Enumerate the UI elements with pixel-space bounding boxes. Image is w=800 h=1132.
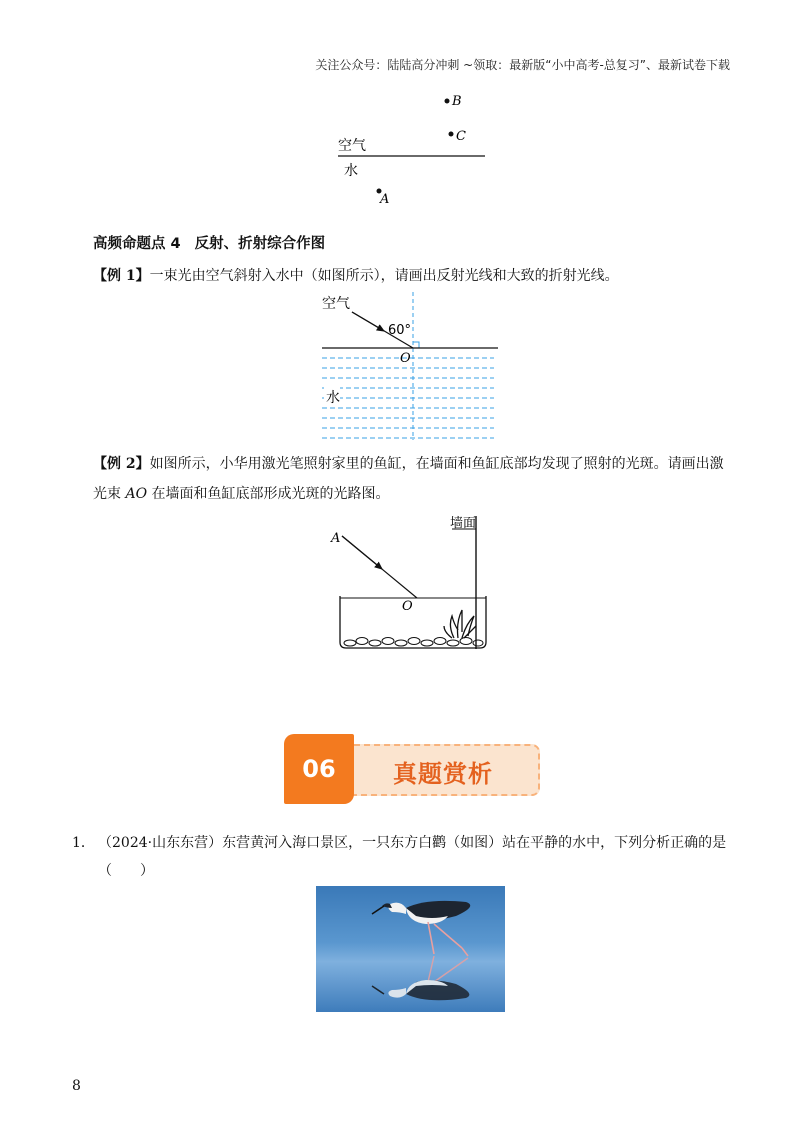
stork-photo	[316, 886, 505, 1012]
figure-example-2	[328, 512, 498, 654]
example-2-label: 【例 2】	[93, 456, 150, 472]
example-2-line-2	[93, 481, 733, 507]
figure-example-2-svg	[328, 512, 498, 654]
example-1-text	[93, 263, 619, 289]
air-label-ex1: 空气	[322, 296, 350, 312]
point-o-label: O	[400, 351, 411, 366]
laser-ray-arrow	[342, 536, 382, 569]
air-label: 空气	[338, 138, 366, 154]
section-title	[93, 232, 325, 253]
section-number: 高频命题点 4	[93, 236, 181, 252]
section-banner	[284, 734, 544, 804]
point-a-label: A	[380, 192, 390, 207]
water-label: 水	[344, 163, 358, 179]
answer-parentheses: （ ）	[98, 863, 154, 879]
figure-example-1-svg	[318, 290, 508, 445]
question-1	[72, 828, 726, 858]
example-2-body-2b: 在墙面和鱼缸底部形成光斑的光路图。	[147, 486, 390, 502]
point-o-label-ex2: O	[402, 599, 413, 614]
question-1-number: 1．	[72, 835, 95, 851]
banner-title-box	[346, 744, 540, 796]
wall-label: 墙面	[450, 516, 477, 531]
example-2-ray-name: AO	[125, 486, 148, 502]
water-hatching	[322, 358, 494, 438]
figure-points-svg	[330, 90, 500, 210]
point-a-label-ex2: A	[331, 531, 341, 546]
banner-title: 真题赏析	[393, 760, 493, 788]
angle-label: 60°	[388, 323, 412, 338]
example-2-body-2a: 光束	[93, 486, 126, 502]
figure-points-boundary	[330, 90, 500, 210]
point-c-label: C	[456, 129, 466, 144]
example-1-body: 一束光由空气斜射入水中（如图所示），请画出反射光线和大致的折射光线。	[149, 268, 619, 284]
point-c-dot	[449, 132, 454, 137]
incident-ray-arrow	[352, 312, 384, 331]
point-b-label: B	[452, 94, 462, 109]
question-1-text: （2024·山东东营）东营黄河入海口景区，一只东方白鹳（如图）站在平静的水中，下列分析正确的是	[98, 835, 727, 851]
seaweed-icon	[444, 610, 476, 638]
section-heading: 反射、折射综合作图	[194, 236, 326, 252]
example-2-line-1	[93, 451, 733, 477]
point-b-dot	[445, 99, 450, 104]
banner-number: 06	[284, 734, 354, 804]
stork-photo-svg	[316, 886, 505, 1012]
figure-example-1	[318, 290, 508, 445]
right-angle-mark	[413, 342, 419, 348]
water-label-ex1: 水	[326, 390, 340, 406]
example-2-body-1: 如图所示，小华用激光笔照射家里的鱼缸，在墙面和鱼缸底部均发现了照射的光斑。请画出激	[149, 456, 724, 472]
example-1-label: 【例 1】	[93, 268, 150, 284]
page-header: 关注公众号：陆陆高分冲刺 ~领取：最新版“小中高考-总复习”、最新试卷下载	[315, 58, 730, 72]
fish-tank	[340, 596, 486, 648]
example-2-text	[93, 451, 733, 507]
tank-pebbles	[344, 638, 483, 647]
page-number: 8	[72, 1078, 81, 1094]
